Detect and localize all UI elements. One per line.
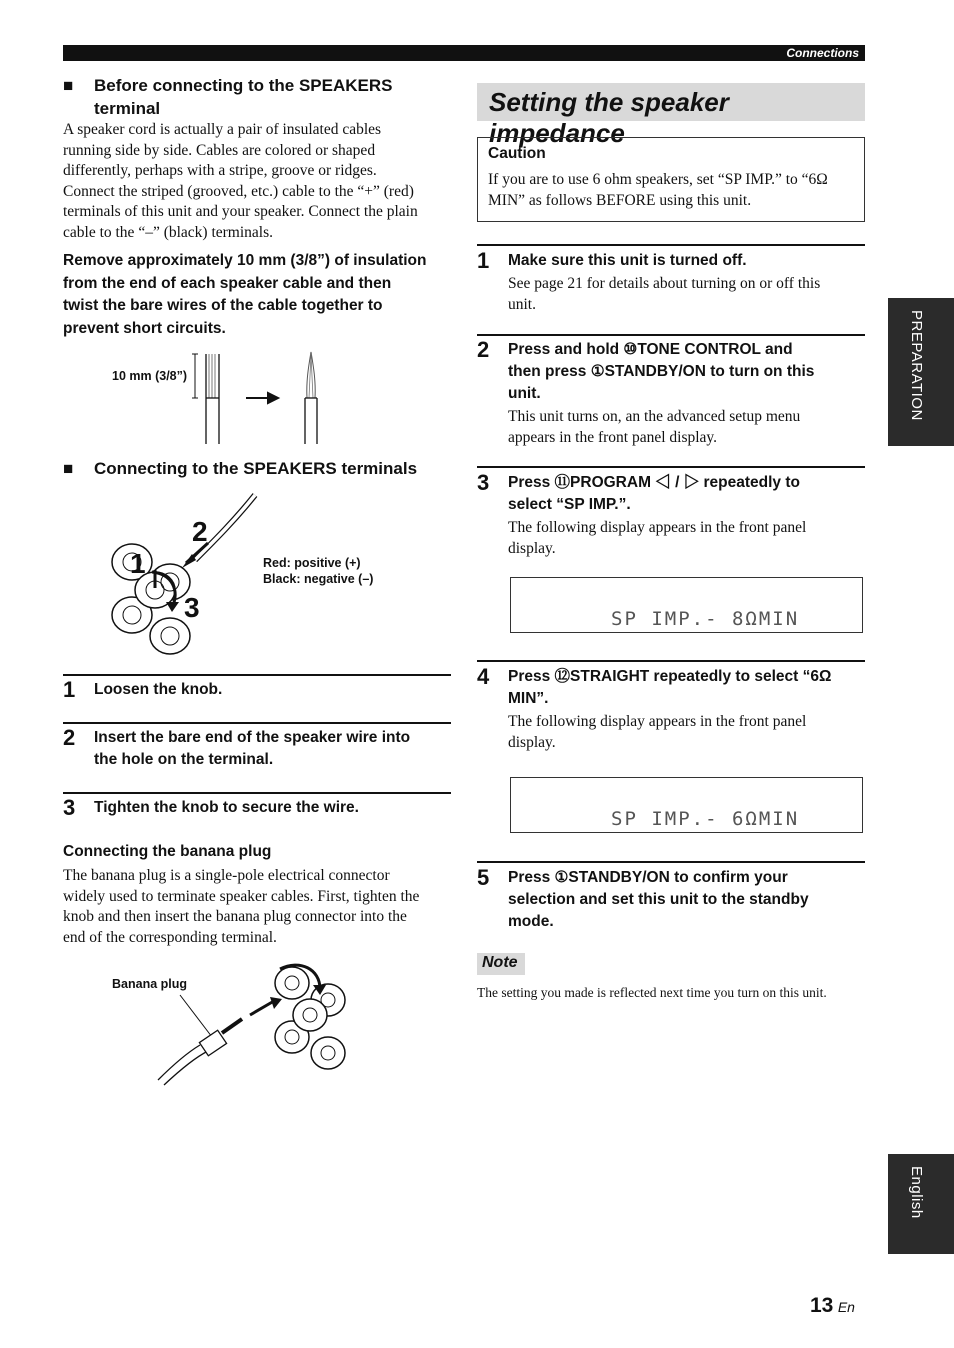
tab-preparation[interactable] xyxy=(888,298,954,446)
step-line: display. xyxy=(508,539,556,557)
para-line: terminals of this unit and your speaker. Connect the plain xyxy=(63,203,418,220)
banana-plug-label: Banana plug xyxy=(112,977,188,991)
display-readout: SP IMP.- 6ΩMIN xyxy=(611,808,800,830)
page-number-value: 13 xyxy=(810,1294,834,1317)
caution-line: If you are to use 6 ohm speakers, set “SP IMP.” to “6Ω xyxy=(488,171,828,188)
step-text xyxy=(94,679,454,701)
para-line: knob and then insert the banana plug connector into the xyxy=(63,908,407,925)
connecting-heading-text: Connecting to the SPEAKERS terminals xyxy=(94,459,418,478)
before-heading-line: terminal xyxy=(94,99,161,118)
instruction-line: twist the bare wires of the cable together to xyxy=(63,297,383,314)
step-line: display. xyxy=(508,733,556,751)
header-section: Connections xyxy=(786,46,859,60)
step-rule xyxy=(63,674,451,676)
display-readout: SP IMP.- 8ΩMIN xyxy=(611,608,800,630)
note-label xyxy=(477,953,525,975)
step-line: selection and set this unit to the standby xyxy=(508,891,809,908)
step-bold-text xyxy=(508,666,868,710)
step-bold-text xyxy=(508,472,868,516)
step-line: The following display appears in the front panel xyxy=(508,519,807,536)
step-line: Press ①STANDBY/ON to confirm your xyxy=(508,869,788,886)
banana-paragraph xyxy=(63,866,455,948)
instruction-line: Remove approximately 10 mm (3/8”) of insulation xyxy=(63,252,427,269)
banana-plug-illustration xyxy=(150,955,370,1090)
step-body-text xyxy=(508,712,864,753)
para-line: Connect the striped (grooved, etc.) cable to the “+” (red) xyxy=(63,182,414,200)
step-text xyxy=(94,727,454,771)
step-line: the hole on the terminal. xyxy=(94,751,274,768)
step-line: See page 21 for details about turning on or off this xyxy=(508,275,821,292)
speaker-terminal-illustration xyxy=(100,490,270,665)
section-title-text: Setting the speaker impedance xyxy=(489,87,729,148)
before-heading-line: Before connecting to the SPEAKERS xyxy=(94,76,393,95)
figure-step-3: 3 xyxy=(184,592,200,623)
step-line: then press ①STANDBY/ON to turn on this xyxy=(508,363,815,380)
bullet-square: ■ xyxy=(63,459,74,478)
para-line: running side by side. Cables are colored or shaped xyxy=(63,141,376,159)
step-line: Make sure this unit is turned off. xyxy=(508,252,747,269)
step-number: 2 xyxy=(63,725,76,750)
caution-line: MIN” as follows BEFORE using this unit. xyxy=(488,191,752,209)
header-bar xyxy=(63,45,865,61)
polarity-label xyxy=(263,555,373,587)
step-rule xyxy=(477,660,865,662)
note-label-text: Note xyxy=(482,954,518,971)
step-rule xyxy=(477,466,865,468)
step-line: Insert the bare end of the speaker wire into xyxy=(94,729,411,746)
before-paragraph xyxy=(63,120,453,243)
para-line: widely used to terminate speaker cables. First, tighten the xyxy=(63,887,420,905)
step-bold-text xyxy=(508,250,864,272)
step-line: The following display appears in the front panel xyxy=(508,713,807,730)
step-number: 3 xyxy=(477,470,490,495)
connecting-heading xyxy=(63,457,453,480)
step-line: Loosen the knob. xyxy=(94,681,223,698)
para-line: differently, perhaps with a stripe, groove or ridges. xyxy=(63,162,377,179)
step-number: 2 xyxy=(477,337,490,362)
step-line: Press ⑫STRAIGHT repeatedly to select “6Ω xyxy=(508,668,832,685)
figure-step-2: 2 xyxy=(192,516,208,547)
front-panel-display xyxy=(510,777,863,833)
figure-step-1: 1 xyxy=(130,548,146,579)
step-line: Tighten the knob to secure the wire. xyxy=(94,799,359,816)
instruction-line: prevent short circuits. xyxy=(63,319,226,337)
step-number: 4 xyxy=(477,664,490,689)
wire-strip-illustration xyxy=(190,350,330,446)
before-heading xyxy=(63,74,453,120)
step-body-text xyxy=(508,274,864,315)
step-rule xyxy=(477,861,865,863)
banana-heading: Connecting the banana plug xyxy=(63,843,272,860)
step-bold-text xyxy=(508,867,868,933)
step-number: 1 xyxy=(63,677,76,702)
instruction-line: from the end of each speaker cable and then xyxy=(63,274,392,292)
bullet-square: ■ xyxy=(63,76,74,95)
para-line: A speaker cord is actually a pair of insulated cables xyxy=(63,121,382,138)
step-body-text xyxy=(508,518,864,559)
step-line: This unit turns on, an the advanced setup menu xyxy=(508,408,801,425)
caution-text xyxy=(488,170,860,211)
step-line: unit. xyxy=(508,385,541,402)
strip-length-label: 10 mm (3/8”) xyxy=(112,369,188,383)
polarity-positive: Red: positive (+) xyxy=(263,556,361,570)
section-title xyxy=(477,83,865,148)
step-line: MIN”. xyxy=(508,690,549,707)
step-rule xyxy=(63,792,451,794)
page-number xyxy=(810,1294,855,1318)
caution-label: Caution xyxy=(488,145,546,162)
tab-english[interactable] xyxy=(888,1154,954,1254)
strip-instruction xyxy=(63,250,455,340)
caution-box xyxy=(477,137,865,222)
step-line: mode. xyxy=(508,913,554,930)
step-number: 1 xyxy=(477,248,490,273)
step-line: Press ⑪PROGRAM ◁ / ▷ repeatedly to xyxy=(508,474,800,491)
page-language: En xyxy=(837,1299,855,1315)
step-line: Press and hold ⑩TONE CONTROL and xyxy=(508,341,793,358)
step-line: select “SP IMP.”. xyxy=(508,496,631,513)
step-number: 3 xyxy=(63,795,76,820)
step-bold-text xyxy=(508,339,868,405)
step-number: 5 xyxy=(477,865,490,890)
para-line: The banana plug is a single-pole electrical connector xyxy=(63,867,390,884)
step-line: appears in the front panel display. xyxy=(508,428,718,446)
step-text xyxy=(94,797,454,819)
para-line: end of the corresponding terminal. xyxy=(63,928,277,946)
front-panel-display xyxy=(510,577,863,633)
polarity-negative: Black: negative (–) xyxy=(263,572,374,586)
step-rule xyxy=(63,722,451,724)
step-line: unit. xyxy=(508,295,536,313)
para-line: cable to the “–” (black) terminals. xyxy=(63,223,274,241)
step-rule xyxy=(477,244,865,246)
note-text: The setting you made is reflected next time you turn on this unit. xyxy=(477,985,827,1000)
step-rule xyxy=(477,334,865,336)
step-body-text xyxy=(508,407,864,448)
tab-preparation-label: PREPARATION xyxy=(908,310,925,421)
tab-english-label: English xyxy=(908,1166,925,1219)
